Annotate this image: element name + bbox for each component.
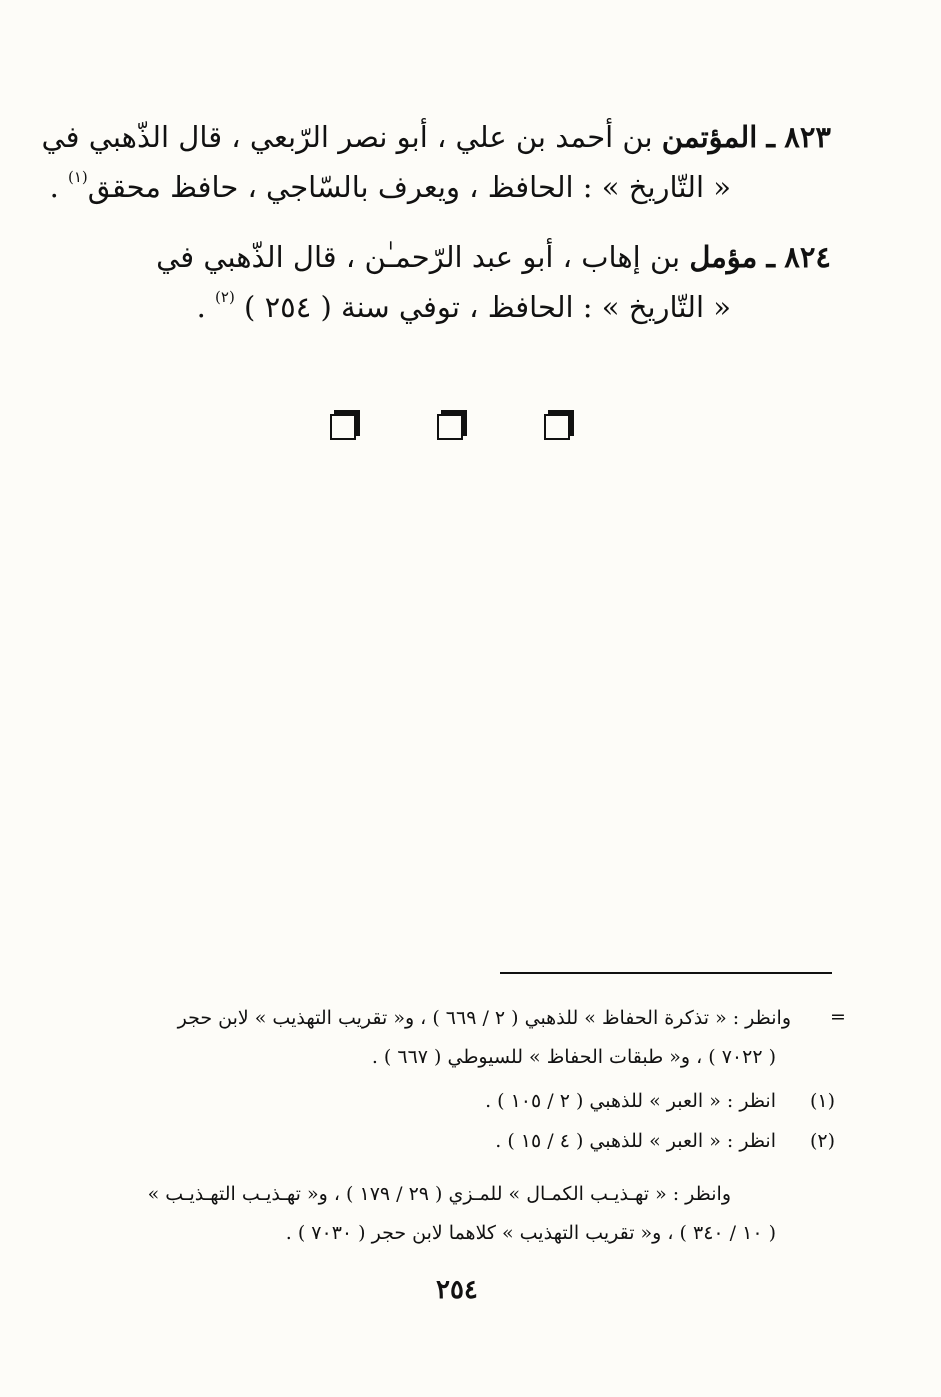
entry-dash: ـ (766, 120, 776, 154)
square-ornament-icon (330, 414, 356, 440)
entry-line (49, 162, 831, 212)
entry-line (41, 112, 831, 162)
entry-number: ٨٢٤ (784, 240, 831, 274)
footnote-extra-line: ( ١٠ / ٣٤٠ ) ، و« تقريب التهذيب » كلاهما لابن حجر ( ٧٠٣٠ ) . (285, 1222, 776, 1244)
entry-end: . (49, 170, 68, 204)
footnote-continuation-line: وانظر : « تذكرة الحفاظ » للذهبي ( ٢ / ٦٦٩ ) ، و« تقريب التهذيب » لابن حجر (177, 1007, 791, 1029)
footnote-reference[interactable]: (٢) (215, 288, 235, 306)
square-ornament-icon (544, 414, 570, 440)
section-separator (330, 414, 570, 448)
footnote-text: انظر : « العبر » للذهبي ( ٢ / ١٠٥ ) . (485, 1090, 776, 1112)
entry-line (86, 232, 831, 282)
entry-text: بن أحمد بن علي ، أبو نصر الرّبعي ، قال الذّهبي في (41, 120, 653, 154)
footnote-rule (500, 972, 832, 974)
entry-number: ٨٢٣ (784, 120, 831, 154)
page-number: ٢٥٤ (436, 1275, 478, 1305)
entry-name: مؤمل (689, 240, 758, 274)
entry-end: . (196, 290, 216, 324)
footnote-marker: (١) (809, 1090, 835, 1112)
biography-entry (41, 112, 831, 212)
footnote-text: انظر : « العبر » للذهبي ( ٤ / ١٥ ) . (495, 1130, 776, 1152)
entry-text: بن إهاب ، أبو عبد الرّحمـٰن ، قال الذّهبي في (156, 240, 681, 274)
footnote-extra-line: وانظر : « تهـذيـب الكمـال » للمـزي ( ٢٩ / ١٧٩ ) ، و« تهـذيـب التهـذيـب » (147, 1183, 731, 1205)
square-ornament-icon (437, 414, 463, 440)
footnote-reference[interactable]: (١) (68, 168, 88, 186)
continuation-marker: = (830, 1006, 846, 1028)
entry-line (86, 282, 831, 332)
biography-entry (86, 232, 831, 332)
entry-text: « التّاريخ » : الحافظ ، ويعرف بالسّاجي ، حافظ محقق (87, 170, 731, 204)
entry-text: « التّاريخ » : الحافظ ، توفي سنة ( ٢٥٤ ) (244, 290, 731, 324)
footnote-marker: (٢) (809, 1130, 835, 1152)
footnote-continuation-line: ( ٧٠٢٢ ) ، و« طبقات الحفاظ » للسيوطي ( ٦٦٧ ) . (371, 1046, 776, 1068)
entry-dash: ـ (766, 240, 776, 274)
entry-name: المؤتمن (661, 120, 758, 154)
